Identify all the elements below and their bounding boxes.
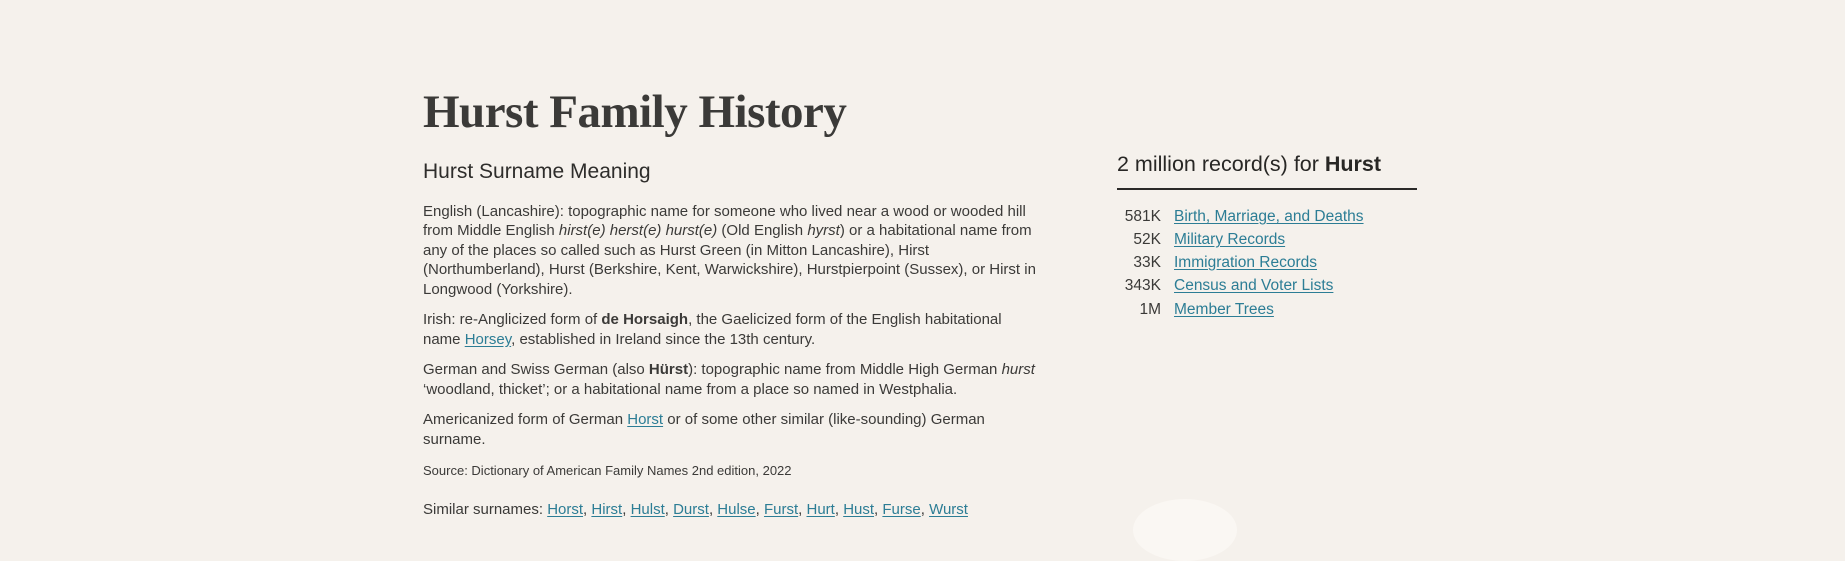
bold-text: de Horsaigh	[601, 311, 689, 329]
divider	[1117, 188, 1417, 190]
italic-text: hirst(e) herst(e) hurst(e)	[558, 222, 718, 240]
similar-surname-link-wurst[interactable]: Wurst	[929, 501, 968, 519]
similar-surname-link-hurt[interactable]: Hurt	[806, 501, 835, 519]
record-row	[1117, 251, 1420, 274]
meaning-paragraph	[423, 310, 1037, 349]
record-row	[1117, 298, 1420, 321]
italic-text: hyrst	[807, 222, 840, 240]
italic-text: hurst	[1001, 361, 1035, 379]
inline-link-horsey[interactable]: Horsey	[464, 330, 512, 348]
inline-link-horst[interactable]: Horst	[627, 411, 664, 429]
record-count: 1M	[1139, 300, 1161, 318]
meaning-paragraph	[423, 410, 1037, 449]
similar-surname-link-hust[interactable]: Hust	[843, 501, 875, 519]
similar-surname-link-horst[interactable]: Horst	[547, 501, 584, 519]
text-run: English (Lancashire): topographic name for someone who lived near a wood or wooded hill from Middle English	[423, 202, 1026, 240]
surname-meaning-paragraphs	[423, 202, 1037, 450]
surname-meaning-heading: Hurst Surname Meaning	[423, 160, 651, 184]
meaning-paragraph	[423, 360, 1037, 399]
text-run: , the Gaelicized form of the English habitational name	[423, 311, 1002, 348]
similar-surnames-row: Similar surnames: Horst, Hirst, Hulst, Durst, Hulse, Furst, Hurt, Hust, Furse, Wurst	[423, 501, 968, 519]
record-link-immigration-records[interactable]: Immigration Records	[1174, 254, 1317, 272]
text-run: Irish: re-Anglicized form of	[423, 311, 602, 329]
record-link-military-records[interactable]: Military Records	[1174, 231, 1286, 249]
source-note: Source: Dictionary of American Family Names 2nd edition, 2022	[423, 463, 792, 479]
record-link-census-and-voter-lists[interactable]: Census and Voter Lists	[1174, 277, 1334, 295]
similar-surnames-label: Similar surnames:	[423, 501, 548, 519]
similar-surname-link-durst[interactable]: Durst	[673, 501, 709, 519]
text-run: Americanized form of German	[423, 411, 628, 429]
record-link-birth-marriage-and-deaths[interactable]: Birth, Marriage, and Deaths	[1174, 207, 1364, 225]
similar-surname-link-hulst[interactable]: Hulst	[630, 501, 665, 519]
record-count: 581K	[1124, 207, 1161, 225]
records-count-text: 2 million record(s) for	[1117, 152, 1325, 176]
similar-surname-link-furse[interactable]: Furse	[882, 501, 921, 519]
text-run: , established in Ireland since the 13th century.	[511, 330, 816, 348]
text-run: German and Swiss German (also	[423, 361, 649, 379]
text-run: ) or a habitational name from any of the places so called such as Hurst Green (in Mitton Lancashire), Hirst (Northumberland), Hurst (Berkshire, Kent, Warwickshire), Hurstpierpoint (Sussex), or Hirst in Longwood (Yorkshire).	[423, 222, 1036, 298]
text-run: ‘woodland, thicket’; or a habitational name from a place so named in Westphalia.	[423, 380, 958, 398]
text-run: or of some other similar (like-sounding) German surname.	[423, 411, 985, 448]
text-run: ): topographic name from Middle High German	[688, 361, 1002, 379]
record-link-member-trees[interactable]: Member Trees	[1174, 300, 1274, 318]
bold-text: Hürst	[648, 361, 689, 379]
record-row	[1117, 205, 1420, 228]
similar-surname-link-hirst[interactable]: Hirst	[591, 501, 623, 519]
record-row	[1117, 228, 1420, 251]
floating-widget-partial	[1133, 499, 1237, 561]
record-row	[1117, 274, 1420, 297]
surname-article	[423, 88, 1037, 518]
records-panel-heading	[1117, 151, 1420, 178]
record-count: 343K	[1124, 277, 1161, 295]
records-surname: Hurst	[1324, 152, 1382, 176]
record-count: 33K	[1133, 254, 1161, 272]
record-category-list	[1117, 205, 1420, 321]
records-panel	[1117, 151, 1420, 321]
similar-surname-link-hulse[interactable]: Hulse	[717, 501, 756, 519]
meaning-paragraph	[423, 202, 1037, 300]
similar-surname-link-furst[interactable]: Furst	[763, 501, 799, 519]
page-title: Hurst Family History	[423, 86, 847, 138]
text-run: (Old English	[717, 222, 808, 240]
record-count: 52K	[1133, 231, 1161, 249]
